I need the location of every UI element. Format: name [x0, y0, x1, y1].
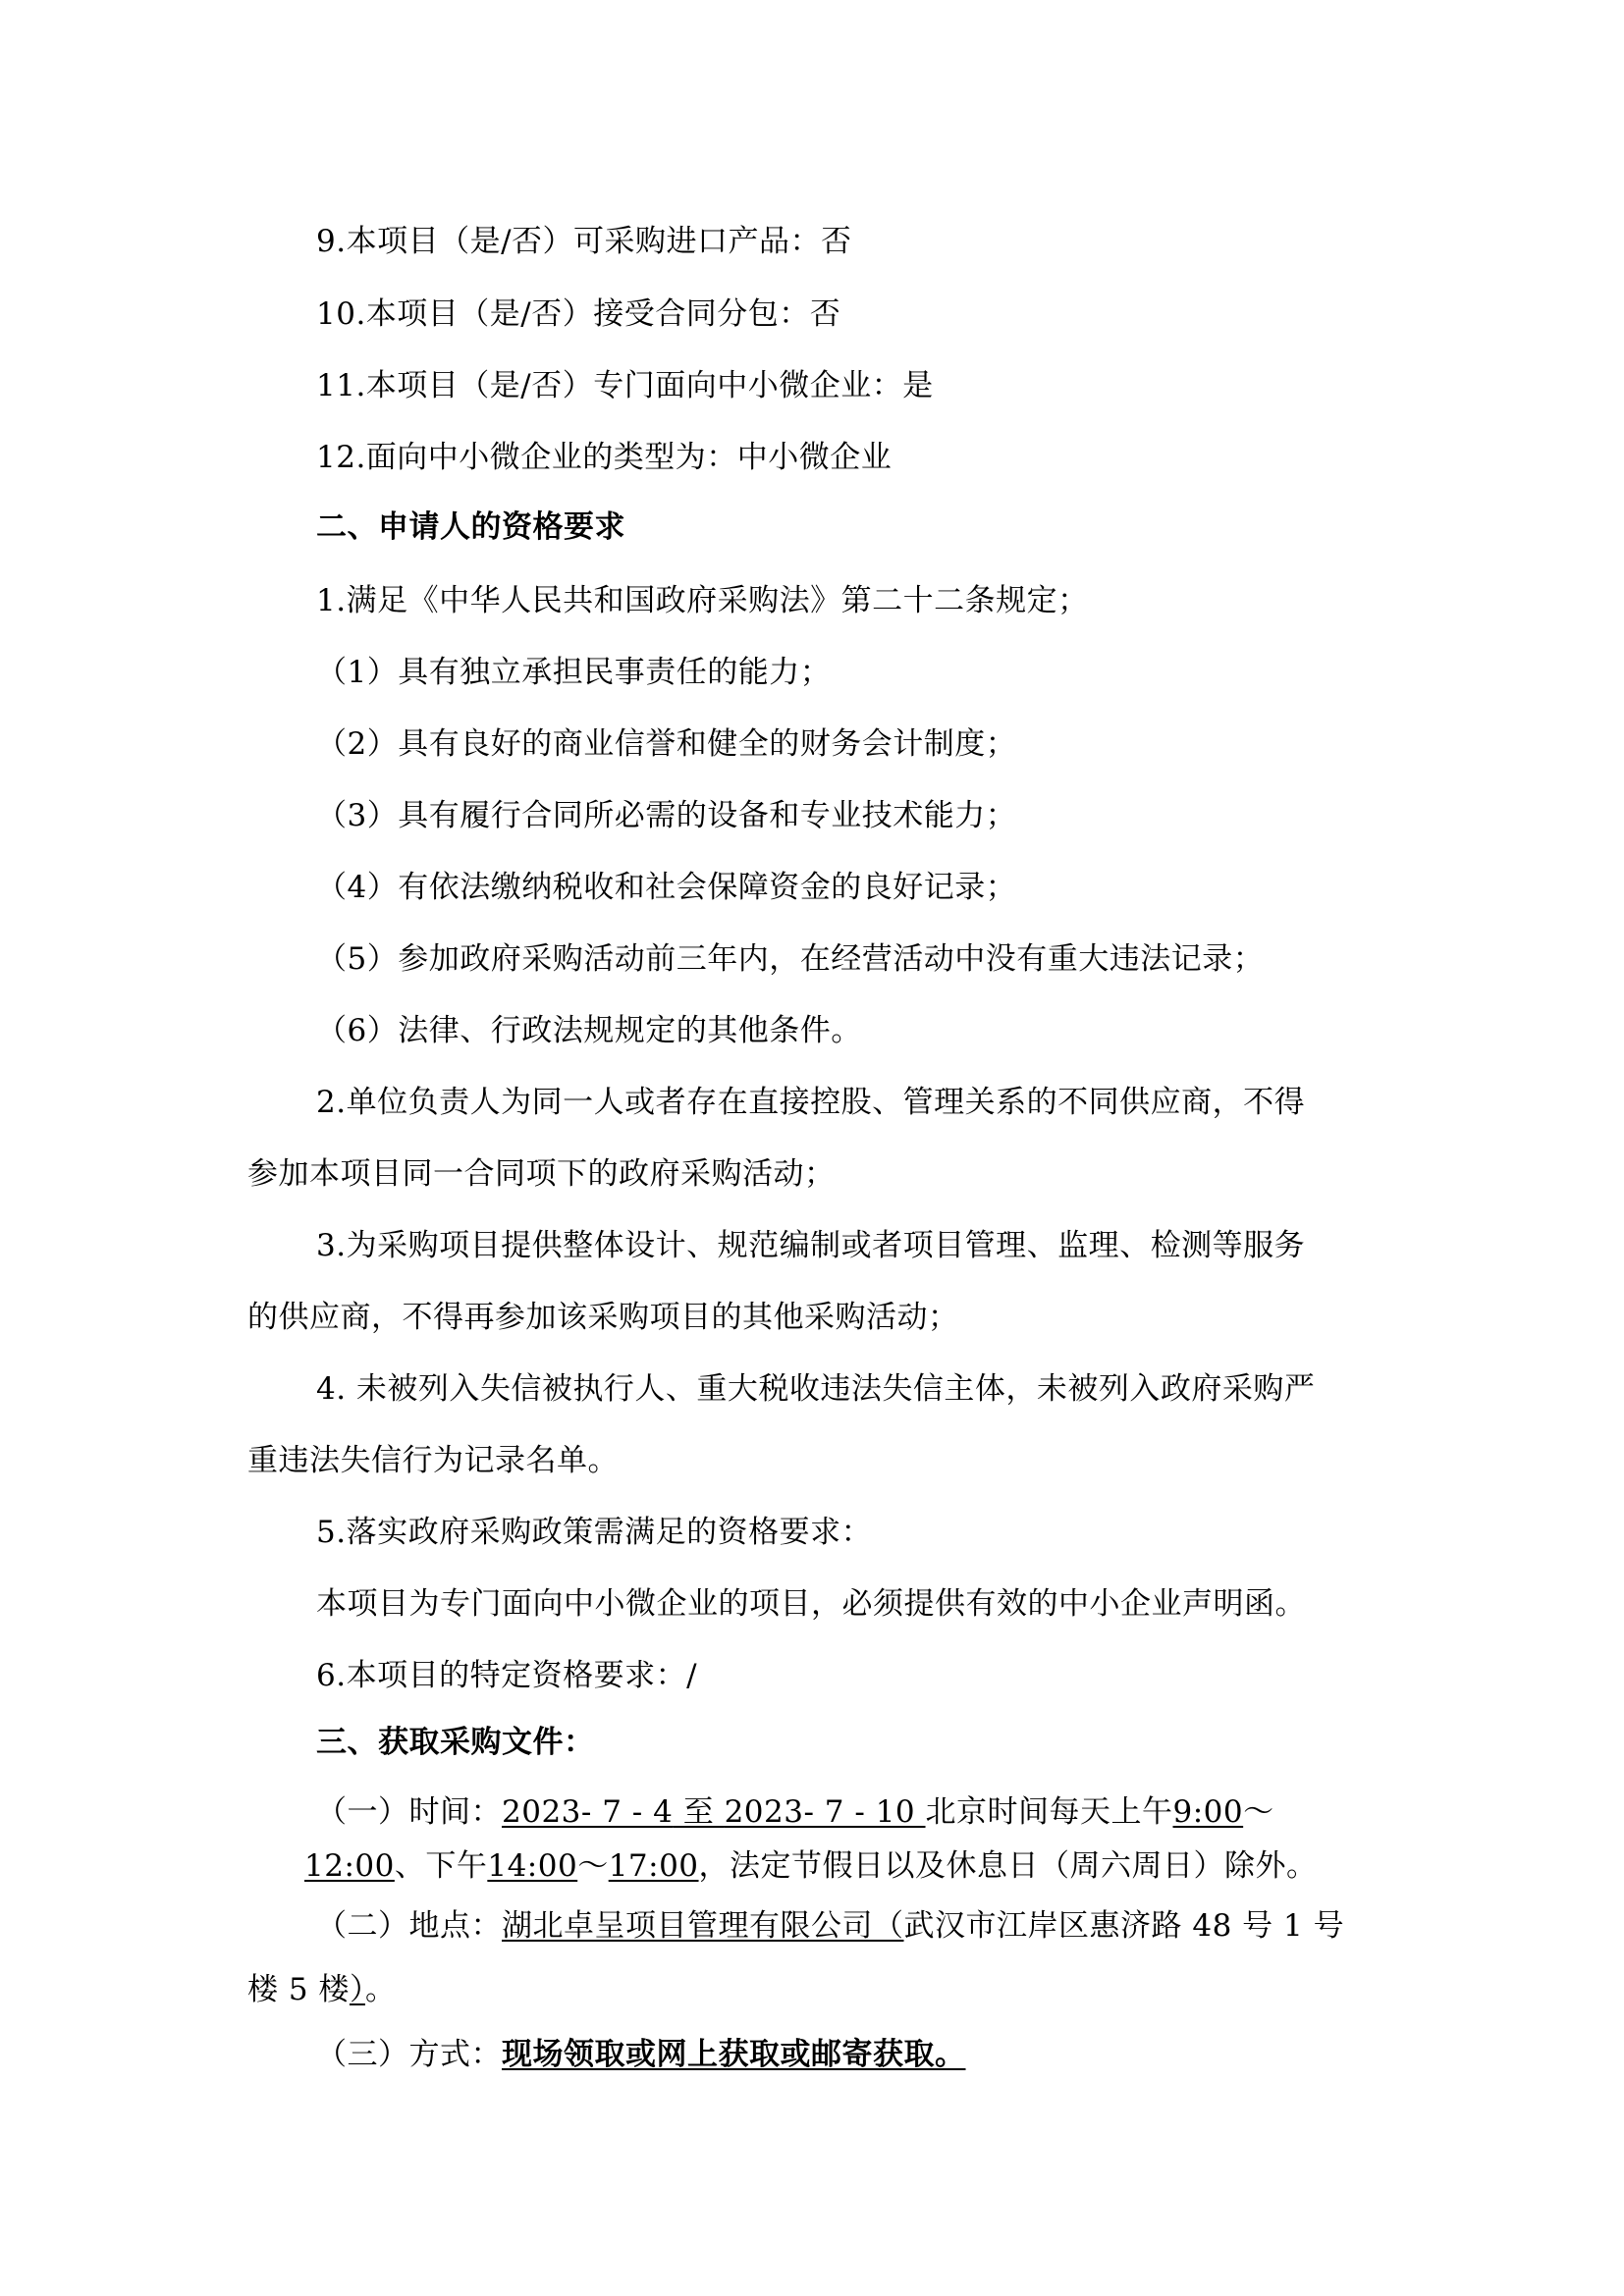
qualification-subitem-1: （1）具有独立承担民事责任的能力；	[316, 655, 832, 690]
project-item-12: 12.面向中小微企业的类型为：中小微企业	[316, 440, 893, 475]
qualification-item-5: 5.落实政府采购政策需满足的资格要求：	[316, 1515, 873, 1550]
qualification-item-6: 6.本项目的特定资格要求：/	[316, 1658, 698, 1693]
acquisition-pm-label: 、下午	[394, 1848, 488, 1884]
qualification-subitem-6: （6）法律、行政法规规定的其他条件。	[316, 1013, 862, 1048]
acquisition-place-floor: 楼 5 楼	[247, 1972, 350, 2007]
qualification-item-2-line-2: 参加本项目同一合同项下的政府采购活动；	[247, 1156, 836, 1192]
acquisition-place-close-paren: ）	[349, 1972, 365, 2007]
qualification-item-4-line-1: 4. 未被列入失信被执行人、重大税收违法失信主体，未被列入政府采购严	[316, 1371, 1316, 1407]
acquisition-place-end: 。	[364, 1972, 397, 2007]
acquisition-place-line-1	[316, 1906, 1344, 1946]
acquisition-tilde-1: ～	[1243, 1794, 1274, 1830]
qualification-item-3-line-2: 的供应商，不得再参加该采购项目的其他采购活动；	[247, 1300, 959, 1335]
acquisition-time-line-1	[316, 1792, 1274, 1832]
qualification-item-4-line-2: 重违法失信行为记录名单。	[247, 1443, 619, 1478]
project-item-9: 9.本项目（是/否）可采购进口产品：否	[316, 224, 852, 259]
section-2-heading: 二、申请人的资格要求	[316, 509, 625, 545]
acquisition-time-mid: 北京时间每天上午	[925, 1794, 1173, 1830]
acquisition-pm-end: 17:00	[608, 1848, 699, 1884]
acquisition-place-company: 湖北卓呈项目管理有限公司（	[502, 1908, 904, 1944]
qualification-subitem-3: （3）具有履行合同所必需的设备和专业技术能力；	[316, 798, 1017, 833]
acquisition-date-separator: 至	[673, 1794, 725, 1830]
project-item-10: 10.本项目（是/否）接受合同分包：否	[316, 296, 841, 332]
acquisition-method	[316, 2035, 966, 2074]
acquisition-tilde-2: ～	[577, 1848, 609, 1884]
acquisition-am-end: 12:00	[304, 1848, 395, 1884]
project-item-11: 11.本项目（是/否）专门面向中小微企业：是	[316, 368, 934, 403]
qualification-subitem-4: （4）有依法缴纳税收和社会保障资金的良好记录；	[316, 870, 1017, 905]
qualification-item-5-detail: 本项目为专门面向中小微企业的项目，必须提供有效的中小企业声明函。	[316, 1586, 1306, 1622]
qualification-item-1: 1.满足《中华人民共和国政府采购法》第二十二条规定；	[316, 583, 1089, 618]
acquisition-time-line-2	[304, 1846, 1318, 1886]
acquisition-am-start: 9:00	[1172, 1794, 1244, 1830]
acquisition-place-line-2	[247, 1970, 396, 2009]
acquisition-pm-start: 14:00	[487, 1848, 578, 1884]
qualification-subitem-2: （2）具有良好的商业信誉和健全的财务会计制度；	[316, 726, 1017, 762]
qualification-subitem-5: （5）参加政府采购活动前三年内，在经营活动中没有重大违法记录；	[316, 941, 1265, 977]
acquisition-place-prefix: （二）地点：	[316, 1908, 502, 1944]
qualification-item-2-line-1: 2.单位负责人为同一人或者存在直接控股、管理关系的不同供应商，不得	[316, 1085, 1306, 1120]
acquisition-time-suffix: ，法定节假日以及休息日（周六周日）除外。	[698, 1848, 1318, 1884]
acquisition-method-prefix: （三）方式：	[316, 2037, 502, 2072]
acquisition-time-prefix: （一）时间：	[316, 1794, 502, 1830]
acquisition-start-date: 2023- 7 - 4	[502, 1794, 674, 1830]
acquisition-method-value: 现场领取或网上获取或邮寄获取。	[502, 2037, 966, 2072]
section-3-heading: 三、获取采购文件：	[316, 1725, 595, 1760]
qualification-item-3-line-1: 3.为采购项目提供整体设计、规范编制或者项目管理、监理、检测等服务	[316, 1228, 1306, 1263]
acquisition-end-date: 2023- 7 - 10	[724, 1794, 926, 1830]
acquisition-place-address: 武汉市江岸区惠济路 48 号 1 号	[903, 1908, 1345, 1944]
